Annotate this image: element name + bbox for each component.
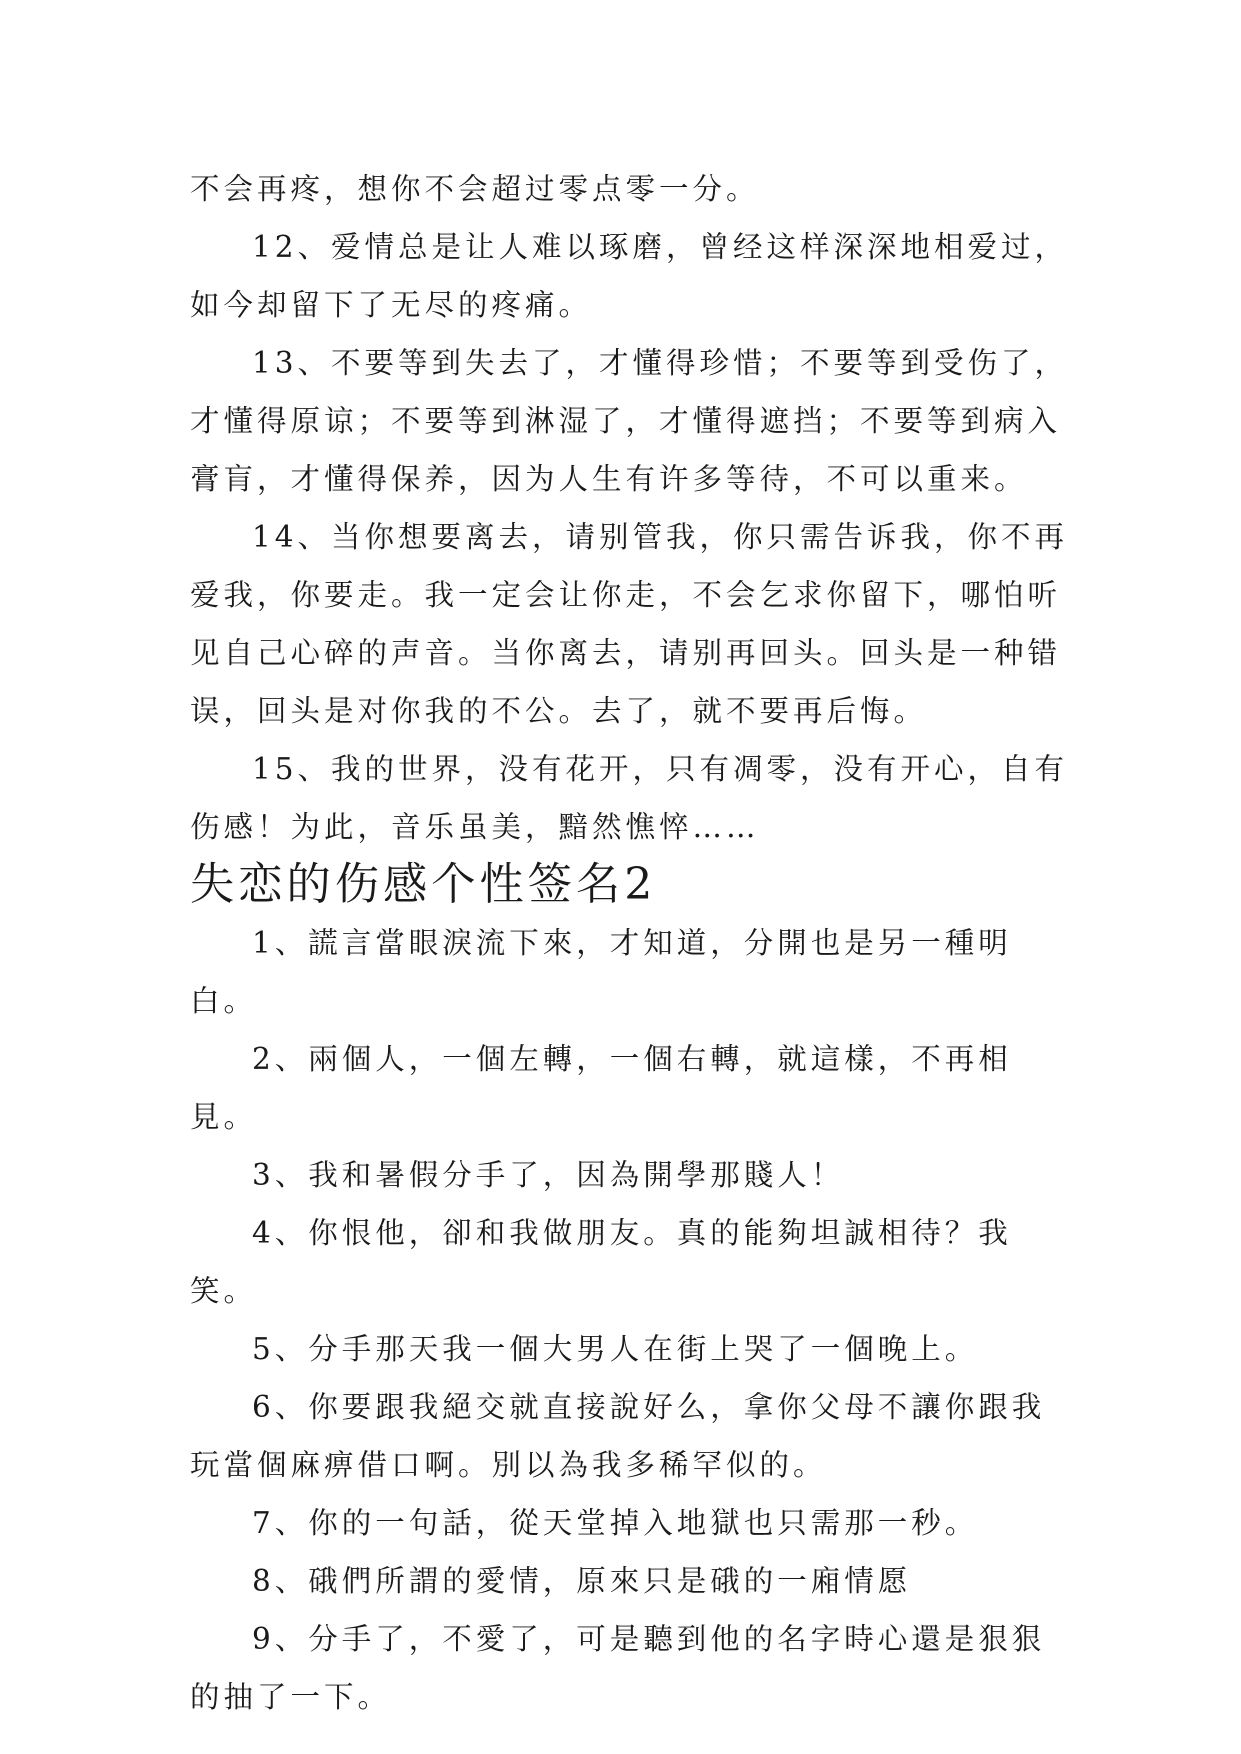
list-item-2: 2、兩個人，一個左轉，一個右轉，就這樣，不再相見。: [190, 1042, 1012, 1134]
section-title: 失恋的伤感个性签名2: [190, 859, 657, 910]
paragraph-item-13: 13、不要等到失去了，才懂得珍惜；不要等到受伤了，才懂得原谅；不要等到淋湿了，才懂得遮挡；不要等到病入膏肓，才懂得保养，因为人生有许多等待，不可以重来。: [190, 346, 1069, 496]
list-item-3: 3、我和暑假分手了，因為開學那賤人！: [252, 1158, 845, 1192]
document-body: [190, 160, 1070, 1726]
paragraph-item-15: 15、我的世界，没有花开，只有凋零，没有开心，自有伤感！为此，音乐虽美，黯然憔悴……: [190, 752, 1069, 844]
paragraph-item-12: 12、爱情总是让人难以琢磨，曾经这样深深地相爱过，如今却留下了无尽的疼痛。: [190, 230, 1069, 322]
list-item-9: 9、分手了，不愛了，可是聽到他的名字時心還是狠狠的抽了一下。: [190, 1622, 1046, 1714]
paragraph-continuation: 不会再疼，想你不会超过零点零一分。: [190, 172, 760, 206]
paragraph-item-14: 14、当你想要离去，请别管我，你只需告诉我，你不再爱我，你要走。我一定会让你走，不会乞求你留下，哪怕听见自己心碎的声音。当你离去，请别再回头。回头是一种错误，回头是对你我的不公。去了，就不要再后悔。: [190, 520, 1069, 728]
list-item-4: 4、你恨他，卻和我做朋友。真的能夠坦誠相待？我笑。: [190, 1216, 1012, 1308]
list-item-6: 6、你要跟我絕交就直接說好么，拿你父母不讓你跟我玩當個麻痹借口啊。別以為我多稀罕似的。: [190, 1390, 1046, 1482]
list-item-5: 5、分手那天我一個大男人在街上哭了一個晚上。: [252, 1332, 979, 1366]
list-item-7: 7、你的一句話，從天堂掉入地獄也只需那一秒。: [252, 1506, 979, 1540]
list-item-8: 8、硪們所謂的愛情，原來只是硪的一廂情愿: [252, 1564, 912, 1598]
list-item-1: 1、謊言當眼淚流下來，才知道，分開也是另一種明白。: [190, 926, 1012, 1018]
